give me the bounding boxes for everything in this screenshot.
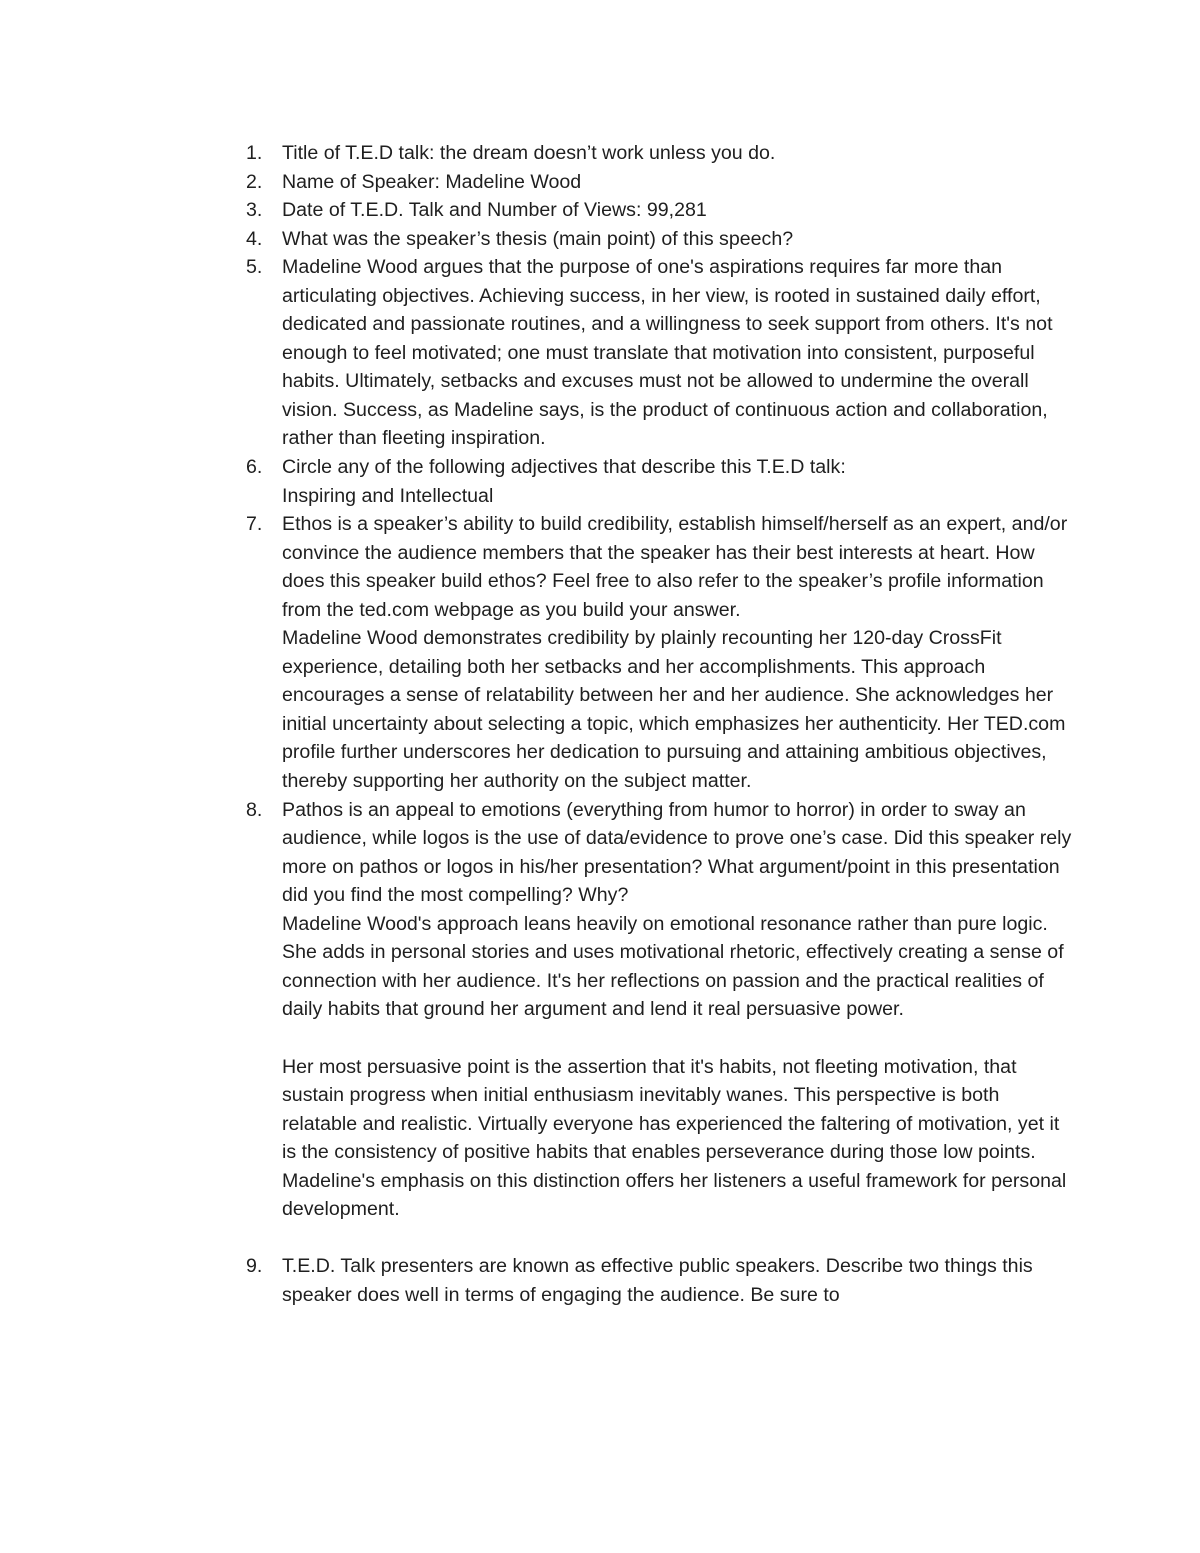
item-paragraph: Pathos is an appeal to emotions (everything from humor to horror) in order to sway an audience, while logos is the use of data/evidence to prove one’s case. Did this speaker rely more on pathos or logos in his/her presentation? What argument/point in this presentation did you find the most compelling? Why? [282,798,1072,907]
item-paragraph: Madeline Wood argues that the purpose of one's aspirations requires far more than articulating objectives. Achieving success, in her view, is rooted in sustained daily effort, dedicated and passionate routines, and a willingness to seek support from others. It's not enough to feel motivated; one must translate that motivation into consistent, purposeful habits. Ultimately, setbacks and excuses must not be allowed to undermine the overall vision. Success, as Madeline says, is the product of continuous action and collaboration, rather than fleeting inspiration. [282,256,1053,450]
item-number: 9. [246,1255,263,1278]
item-paragraph: Madeline Wood demonstrates credibility by plainly recounting her 120-day CrossFit experience, detailing both her setbacks and her accomplishments. This approach encourages a sense of relatability between her and her audience. She acknowledges her initial uncertainty about selecting a topic, which emphasizes her authenticity. Her TED.com profile further underscores her dedication to pursuing and attaining ambitious objectives, thereby supporting her authority on the subject matter. [282,627,1066,793]
item-number: 8. [246,798,263,821]
list-item [246,225,1076,254]
item-paragraph: Madeline Wood's approach leans heavily on emotional resonance rather than pure logic. She adds in personal stories and uses motivational rhetoric, effectively creating a sense of connection with her audience. It's her reflections on passion and the practical realities of daily habits that ground her argument and lend it real persuasive power. [282,912,1064,1021]
list-item [246,796,1076,1253]
item-paragraph: Date of T.E.D. Talk and Number of Views: 99,281 [282,199,707,222]
item-paragraph: Inspiring and Intellectual [282,484,494,507]
item-paragraph: Title of T.E.D talk: the dream doesn’t work unless you do. [282,142,776,164]
item-number: 5. [246,256,263,279]
list-item [246,453,1076,510]
list-item [246,139,1076,168]
list-item [246,253,1076,453]
item-paragraph: Ethos is a speaker’s ability to build credibility, establish himself/herself as an expert, and/or convince the audience members that the speaker has their best interests at heart. How does this speaker build ethos? Feel free to also refer to the speaker’s profile information from the ted.com webpage as you build your answer. [282,513,1068,621]
list-item [246,196,1076,225]
item-paragraph: T.E.D. Talk presenters are known as effective public speakers. Describe two things this speaker does well in terms of engaging the audience. Be sure to [282,1255,1033,1306]
list-item [246,168,1076,197]
item-paragraph: Name of Speaker: Madeline Wood [282,170,582,193]
list-item [246,510,1076,795]
item-number: 4. [246,227,263,250]
item-number: 7. [246,513,263,536]
item-paragraph: What was the speaker’s thesis (main point) of this speech? [282,227,794,250]
blank-line [282,1024,1076,1053]
item-number: 1. [246,142,263,164]
item-number: 2. [246,170,263,193]
item-number: 3. [246,199,263,222]
numbered-list [246,139,1076,1309]
item-paragraph: Her most persuasive point is the assertion that it's habits, not fleeting motivation, that sustain progress when initial enthusiasm inevitably wanes. This perspective is both relatable and realistic. Virtually everyone has experienced the faltering of motivation, yet it is the consistency of positive habits that enables perseverance during those low points. Madeline's emphasis on this distinction offers her listeners a useful framework for personal development. [282,1055,1067,1221]
item-number: 6. [246,456,263,479]
list-item [246,1252,1076,1309]
item-paragraph: Circle any of the following adjectives that describe this T.E.D talk: [282,456,846,479]
blank-line [282,1224,1076,1253]
